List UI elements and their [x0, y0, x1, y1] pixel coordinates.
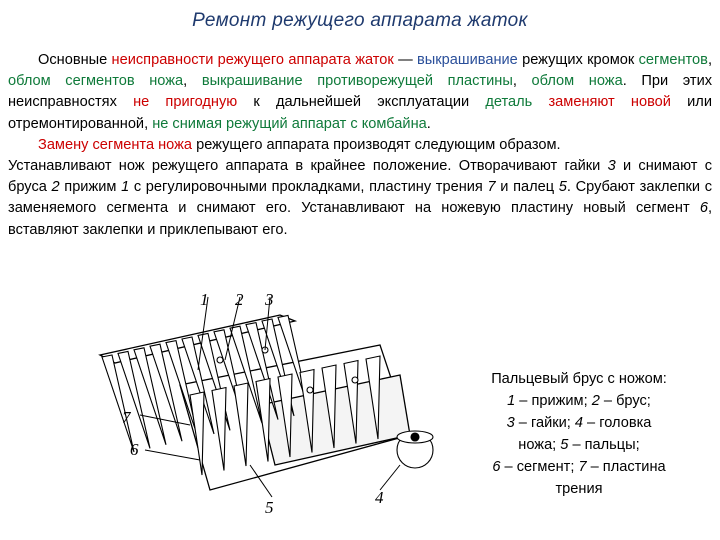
text-run: Устанавливают нож режущего аппарата в крайнее положение. Отворачивают гайки [8, 158, 608, 175]
text-run: , вставляют заклепки и приклепывают его. [8, 200, 712, 238]
ref-number: 5 [560, 437, 569, 453]
highlight-unfit: не пригодную [133, 94, 238, 111]
text-run: и снимают с бруса [8, 158, 712, 196]
label-4: 4 [375, 488, 384, 507]
text-run: , [707, 52, 712, 68]
ref-number: 2 [51, 179, 60, 196]
ref-number: 2 [591, 393, 600, 409]
caption-line: Пальцевый брус с ножом: [491, 371, 667, 387]
highlight-segments: сегментов [638, 52, 708, 68]
text-run: – брус; [599, 393, 651, 409]
ref-number: 3 [506, 415, 515, 431]
text-run: – пальцы; [568, 437, 640, 453]
text-run: , [512, 73, 532, 90]
leader-7 [140, 415, 190, 425]
paragraph-procedure [8, 156, 712, 241]
highlight-faults: неисправности режущего аппарата жаток [111, 52, 394, 68]
highlight-knife-break: облом ножа [531, 73, 623, 90]
label-6: 6 [130, 440, 139, 459]
text-run: . При этих неисправностях [8, 73, 713, 111]
text-run: — [393, 52, 418, 68]
ref-number: 7 [578, 459, 587, 475]
text-run: с регулировочными прокладками, пластину трения [129, 179, 488, 196]
ref-number: 4 [574, 415, 583, 431]
ref-number: 1 [507, 393, 516, 409]
ref-number: 5 [558, 179, 567, 196]
text-run: – сегмент; [500, 459, 579, 475]
label-3: 3 [265, 290, 274, 309]
label-1: 1 [200, 290, 209, 309]
figure-caption [454, 368, 704, 500]
ref-number: 6 [699, 200, 708, 217]
text-run: – пластина [586, 459, 666, 475]
highlight-segment-replacement: Замену сегмента ножа [38, 136, 193, 153]
leader-4 [380, 465, 400, 490]
highlight-no-removal: не снимая режущий аппарат с комбайна [152, 115, 427, 132]
caption-line [454, 390, 704, 412]
text-run: . [426, 115, 431, 132]
caption-line: трения [555, 481, 603, 497]
highlight-chipping: выкрашивание [417, 52, 518, 68]
ref-number: 1 [121, 179, 130, 196]
text-run [532, 94, 548, 110]
caption-line [454, 434, 704, 456]
text-run: и палец [495, 179, 559, 196]
label-2: 2 [235, 290, 244, 309]
paragraph-faults [8, 50, 712, 135]
label-5: 5 [265, 498, 274, 517]
nut-3c [307, 387, 313, 393]
text-run: режущего аппарата производят следующим образом. [192, 136, 561, 153]
text-run: или отремонтированной, [8, 94, 712, 132]
leader-6 [145, 450, 200, 460]
highlight-plate-chipping: выкрашивание противорежущей пластины [201, 73, 513, 90]
caption-line [454, 456, 704, 478]
knife-head-pin [411, 433, 419, 441]
nut-3 [217, 357, 223, 363]
knife-segment [190, 392, 204, 475]
body-text [8, 50, 712, 241]
page-title: Ремонт режущего аппарата жаток [192, 10, 528, 31]
text-run: к дальнейшей эксплуатации [237, 94, 486, 111]
ref-number: 6 [492, 459, 501, 475]
cutter-bar-illustration [80, 285, 440, 520]
ref-number: 3 [607, 158, 616, 175]
text-run: . Срубают заклепки с заменяемого сегмента и снимают его. Устанавливают на ножевую пластину новый сегмент [8, 179, 713, 217]
text-run: – гайки; [514, 415, 575, 431]
text-run: режущих кромок [517, 52, 639, 68]
highlight-part: деталь [485, 94, 533, 111]
ref-number: 7 [487, 179, 496, 196]
text-run: – головка [583, 415, 652, 431]
text-run: – прижим; [515, 393, 592, 409]
text-run: Основные [38, 52, 112, 68]
paragraph-replacement-intro [8, 135, 712, 156]
highlight-replace-new: заменяют новой [548, 94, 671, 111]
text-run: , [183, 73, 202, 90]
label-7: 7 [122, 408, 131, 427]
nut-3d [352, 377, 358, 383]
highlight-segment-break: облом сегментов ножа [8, 73, 184, 90]
text-run: прижим [59, 179, 122, 196]
caption-line [454, 412, 704, 434]
text-run: ножа; [518, 437, 561, 453]
